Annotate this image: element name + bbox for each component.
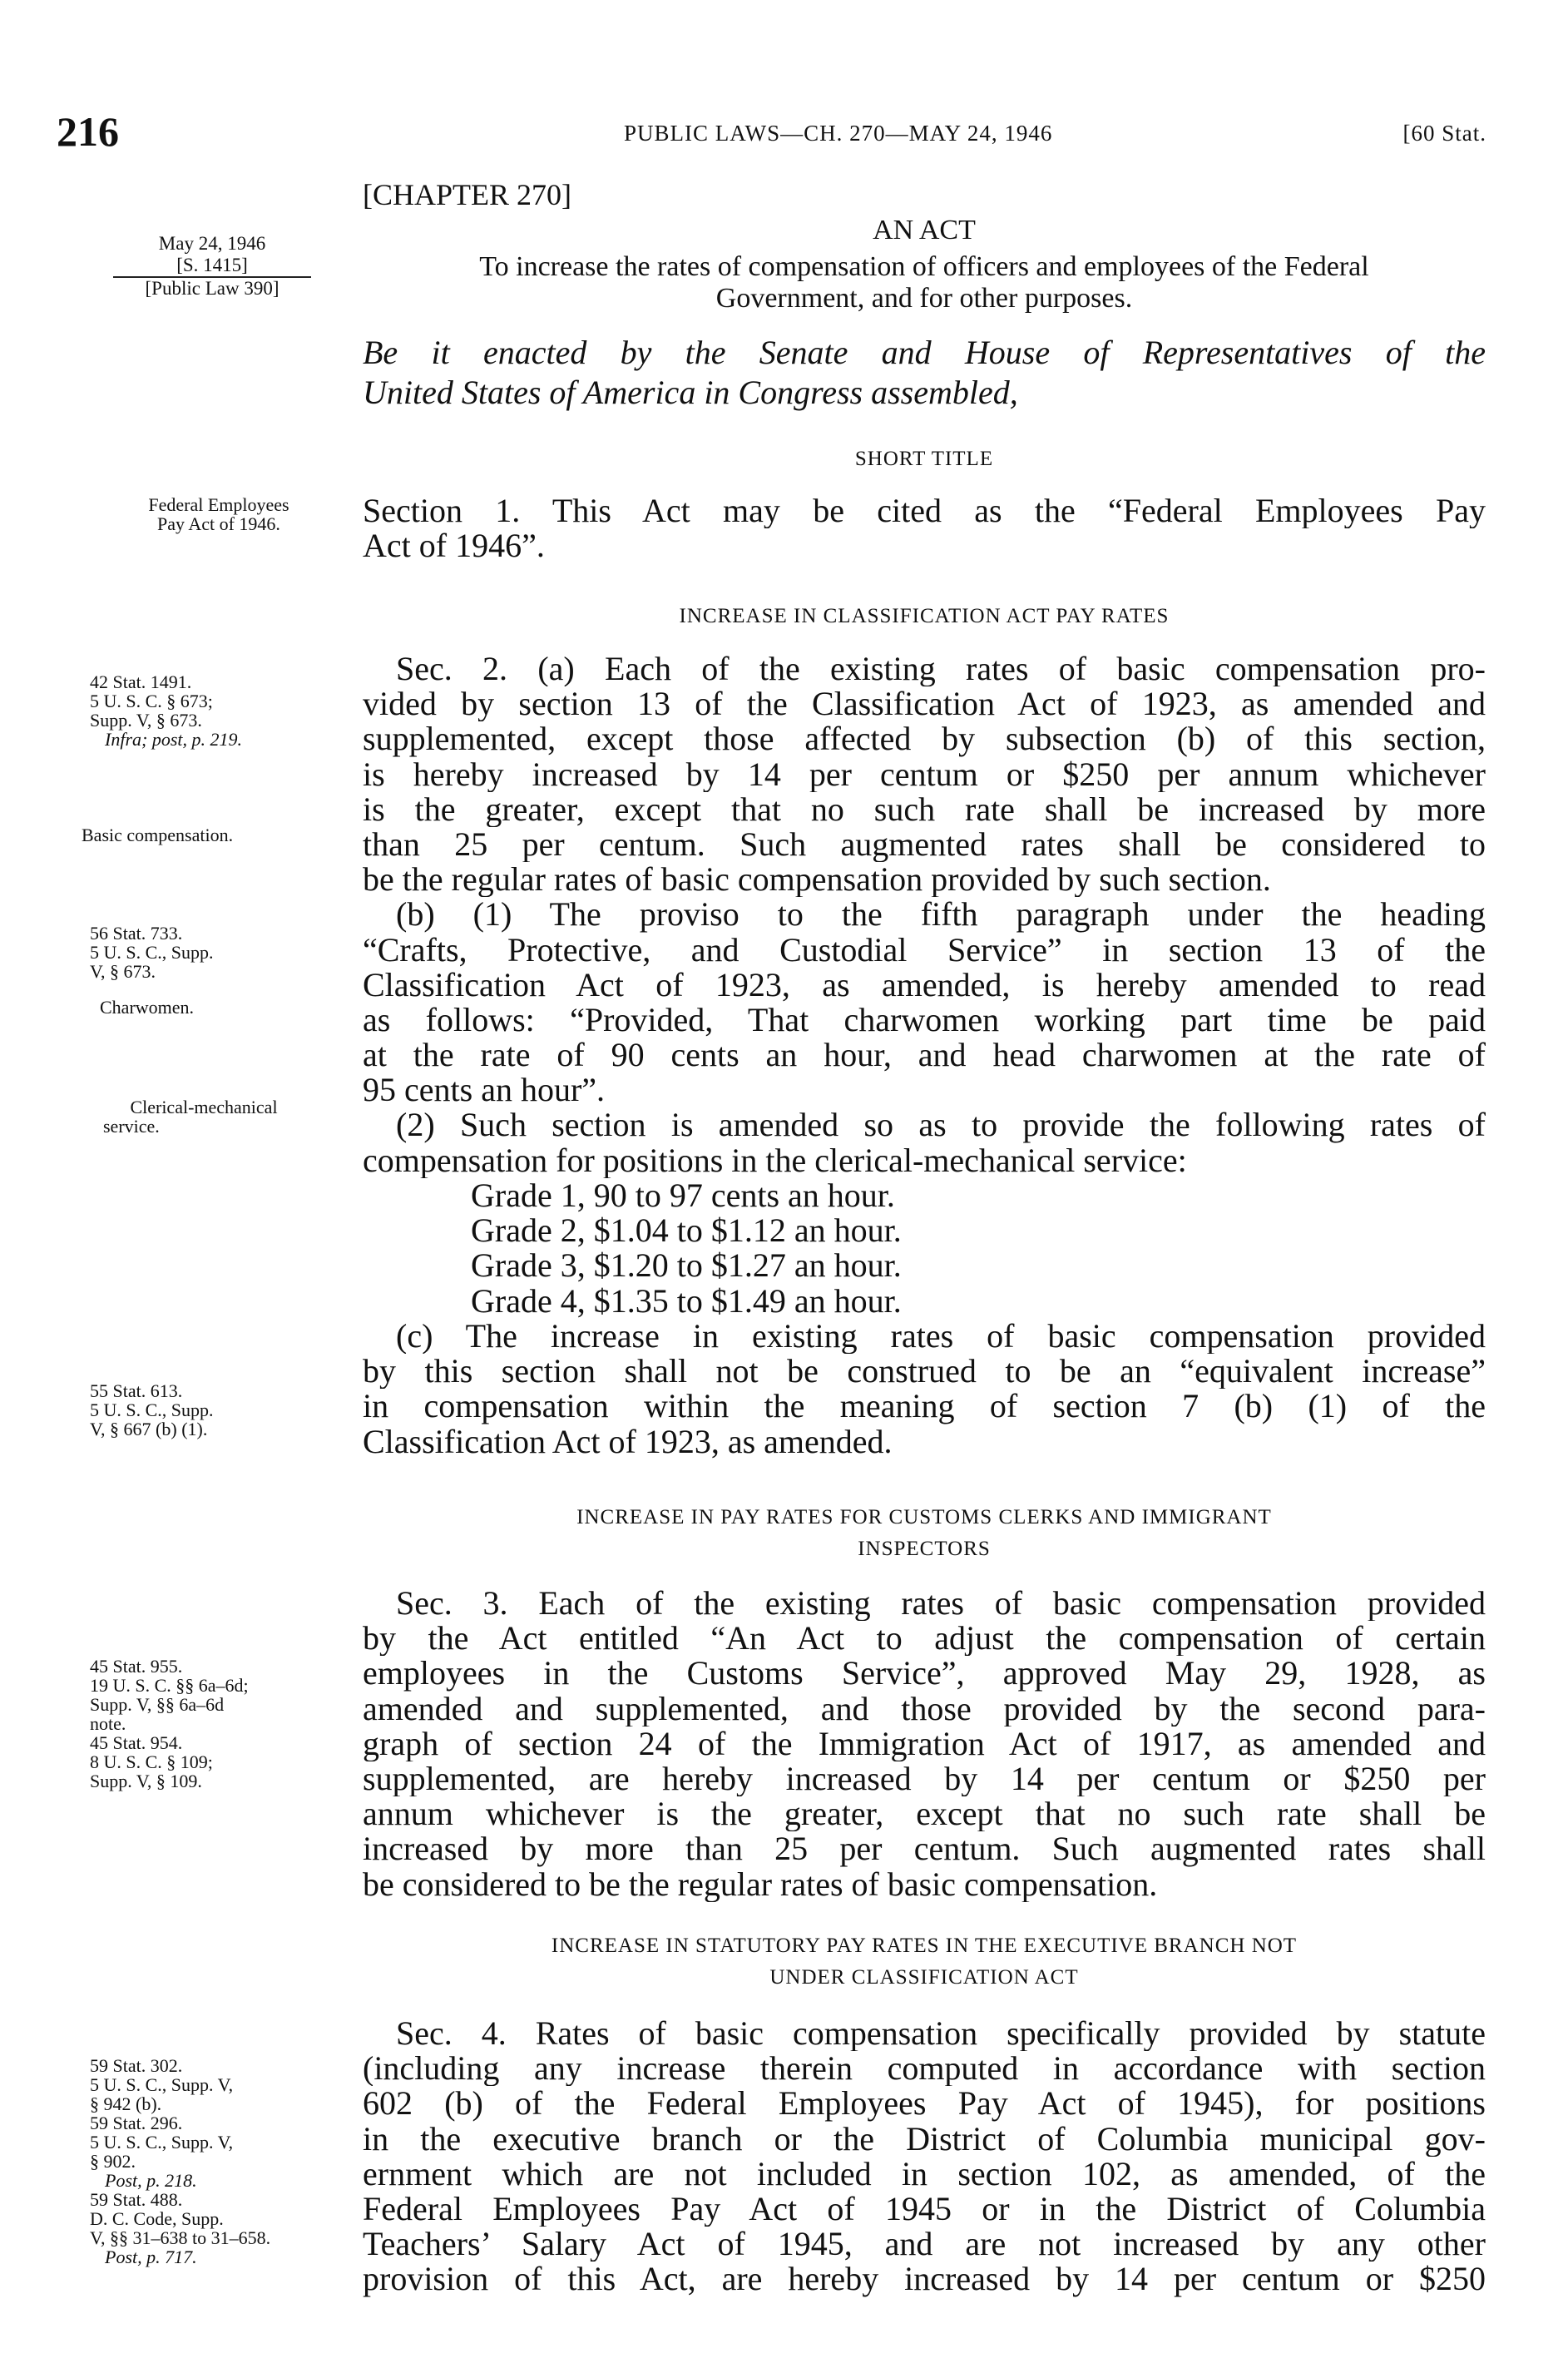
text-line: Classification Act of 1923, as amended. (363, 1424, 893, 1459)
margin-note-line: Pay Act of 1946. (157, 513, 280, 534)
section-heading-short-title: SHORT TITLE (854, 448, 994, 470)
margin-note-line: § 942 (b). (90, 2093, 162, 2114)
text-line: amended and supplemented, and those provided by the second para- (363, 1691, 1486, 1726)
purpose-line: To increase the rates of compensation of officers and employees of the Federal (479, 251, 1369, 282)
grade-item: Grade 2, $1.04 to $1.12 an hour. (471, 1211, 902, 1250)
text-line: compensation for positions in the clerical-mechanical service: (363, 1142, 1187, 1178)
margin-note-line: 5 U. S. C. § 673; (90, 691, 213, 711)
section-2c-text (363, 1319, 1486, 1459)
margin-note-line: 5 U. S. C., Supp. V, (90, 2132, 234, 2153)
text-line: Sec. 2. (a) Each of the existing rates of basic compensation pro- (396, 651, 1486, 687)
text-line: be considered to be the regular rates of basic compensation. (363, 1866, 1158, 1902)
text-line: ernment which are not included in section 102, as amended, of the (363, 2156, 1486, 2192)
enacting-line: Be it enacted by the Senate and House of Representatives of the (363, 334, 1486, 371)
margin-note-line: 59 Stat. 302. (90, 2055, 183, 2076)
margin-note-line: 5 U. S. C., Supp. V, (90, 2074, 234, 2095)
margin-note-line: 59 Stat. 296. (90, 2113, 183, 2133)
page-header (0, 107, 1568, 156)
text-line: employees in the Customs Service”, approved May 29, 1928, as (363, 1656, 1486, 1692)
text-line: vided by section 13 of the Classification Act of 1923, as amended and (363, 686, 1486, 722)
margin-note-line: Clerical-mechanical (130, 1097, 278, 1117)
margin-note-line: 59 Stat. 488. (90, 2189, 183, 2210)
text-line: is the greater, except that no such rate shall be increased by more (363, 791, 1486, 827)
margin-note-line: V, § 673. (90, 961, 156, 982)
section-3-text (363, 1586, 1486, 1902)
section-heading-sec-3 (363, 1502, 1486, 1565)
margin-note-line: D. C. Code, Supp. (90, 2208, 224, 2229)
public-law-number: [Public Law 390] (145, 278, 279, 299)
margin-note-line: Post, p. 717. (105, 2247, 197, 2267)
margin-note-basic-compensation: Basic compensation. (82, 825, 234, 845)
text-line: 95 cents an hour”. (363, 1073, 606, 1108)
section-2-text (363, 651, 1486, 1178)
text-line: graph of section 24 of the Immigration Act of 1917, as amended and (363, 1726, 1486, 1761)
text-line: in the executive branch or the District of Columbia municipal gov- (363, 2121, 1486, 2157)
text-line: (c) The increase in existing rates of basic compensation provided (396, 1319, 1486, 1355)
text-line: by this section shall not be construed to be an “equivalent increase” (363, 1354, 1486, 1390)
margin-note-line: Federal Employees (148, 494, 289, 515)
heading-line: INSPECTORS (858, 1538, 991, 1560)
bill-number: [S. 1415] (176, 255, 248, 275)
heading-line: INCREASE IN STATUTORY PAY RATES IN THE EXECUTIVE BRANCH NOT (551, 1935, 1298, 1957)
text-line: Section 1. This Act may be cited as the “Federal Employees Pay (363, 493, 1486, 529)
margin-note-sec-2-refs (90, 672, 364, 749)
margin-note-line: 45 Stat. 954. (90, 1732, 183, 1753)
text-line: Sec. 4. Rates of basic compensation specifically provided by statute (396, 2016, 1486, 2052)
margin-note-line: 45 Stat. 955. (90, 1656, 183, 1677)
text-line: (2) Such section is amended so as to provide the following rates of (396, 1107, 1486, 1143)
margin-note-line: Supp. V, § 109. (90, 1771, 202, 1791)
text-line: Teachers’ Salary Act of 1945, and are not increased by any other (363, 2227, 1486, 2262)
purpose-line: Government, and for other purposes. (715, 283, 1133, 314)
margin-note-sec-3-refs (90, 1657, 364, 1791)
margin-note-line: 19 U. S. C. §§ 6a–6d; (90, 1675, 249, 1696)
margin-note-line: 55 Stat. 613. (90, 1380, 183, 1401)
bill-date: May 24, 1946 (158, 233, 266, 254)
margin-note-clerical-mechanical (67, 1097, 341, 1136)
margin-note-line: Post, p. 218. (105, 2170, 197, 2191)
text-line: as follows: “Provided, That charwomen working part time be paid (363, 1002, 1486, 1038)
text-line: by the Act entitled “An Act to adjust the compensation of certain (363, 1621, 1486, 1657)
text-line: (b) (1) The proviso to the fifth paragraph under the heading (396, 897, 1486, 933)
text-line: increased by more than 25 per centum. Such augmented rates shall (363, 1831, 1486, 1867)
text-line: Federal Employees Pay Act of 1945 or in the District of Columbia (363, 2191, 1486, 2227)
grade-item: Grade 3, $1.20 to $1.27 an hour. (471, 1246, 902, 1285)
margin-note-line: Infra; post, p. 219. (105, 729, 242, 750)
enacting-line: United States of America in Congress assembled, (363, 374, 1018, 411)
margin-note-line: service. (103, 1116, 160, 1137)
margin-note-sec-2c-refs (90, 1381, 364, 1439)
act-purpose (363, 251, 1486, 315)
act-label: AN ACT (873, 215, 976, 245)
bill-tail (108, 233, 316, 300)
chapter-number: [CHAPTER 270] (363, 178, 571, 211)
text-line: 602 (b) of the Federal Employees Pay Act of 1945), for positions (363, 2086, 1486, 2122)
section-4-text (363, 2016, 1486, 2297)
margin-note-line: V, § 667 (b) (1). (90, 1419, 208, 1439)
grade-item: Grade 1, 90 to 97 cents an hour. (471, 1177, 895, 1214)
text-line: supplemented, except those affected by subsection (b) of this section, (363, 721, 1486, 757)
running-head: PUBLIC LAWS—CH. 270—MAY 24, 1946 (624, 121, 1053, 146)
heading-line: UNDER CLASSIFICATION ACT (769, 1966, 1079, 1989)
margin-note-line: note. (90, 1713, 126, 1734)
text-line: is hereby increased by 14 per centum or $250 per annum whichever (363, 756, 1486, 792)
text-line: annum whichever is the greater, except that no such rate shall be (363, 1796, 1486, 1832)
margin-note-sec-2b-refs (90, 924, 364, 981)
text-line: at the rate of 90 cents an hour, and head charwomen at the rate of (363, 1038, 1486, 1073)
statute-reference: [60 Stat. (1402, 121, 1486, 146)
section-heading-sec-2: INCREASE IN CLASSIFICATION ACT PAY RATES (679, 605, 1170, 627)
section-1-text (363, 493, 1486, 563)
text-line: Act of 1946”. (363, 528, 545, 564)
text-line: supplemented, are hereby increased by 14 per centum or $250 per (363, 1761, 1486, 1797)
text-line: in compensation within the meaning of section 7 (b) (1) of the (363, 1389, 1486, 1424)
margin-note-short-title (82, 495, 356, 533)
text-line: than 25 per centum. Such augmented rates shall be considered to (363, 826, 1486, 863)
margin-note-line: Supp. V, §§ 6a–6d (90, 1694, 225, 1715)
text-line: “Crafts, Protective, and Custodial Service” in section 13 of the (363, 932, 1486, 968)
text-line: provision of this Act, are hereby increased by 14 per centum or $250 (363, 2262, 1486, 2297)
margin-note-line: V, §§ 31–638 to 31–658. (90, 2227, 271, 2248)
enacting-clause (363, 333, 1486, 413)
margin-note-sec-4-refs (90, 2056, 364, 2266)
margin-note-charwomen: Charwomen. (100, 997, 195, 1018)
section-heading-sec-4 (363, 1930, 1486, 1994)
margin-note-line: 42 Stat. 1491. (90, 671, 192, 692)
grade-list (471, 1178, 902, 1319)
text-line: Sec. 3. Each of the existing rates of basic compensation provided (396, 1586, 1486, 1622)
text-line: Classification Act of 1923, as amended, is hereby amended to read (363, 967, 1486, 1003)
margin-note-line: Supp. V, § 673. (90, 710, 202, 731)
text-line: (including any increase therein computed in accordance with section (363, 2051, 1486, 2087)
heading-line: INCREASE IN PAY RATES FOR CUSTOMS CLERKS AND IMMIGRANT (576, 1506, 1272, 1528)
margin-note-line: 8 U. S. C. § 109; (90, 1751, 213, 1772)
margin-note-line: 5 U. S. C., Supp. (90, 1400, 214, 1420)
grade-item: Grade 4, $1.35 to $1.49 an hour. (471, 1281, 902, 1320)
margin-note-line: § 902. (90, 2151, 136, 2172)
page-number: 216 (57, 108, 119, 155)
margin-note-line: 5 U. S. C., Supp. (90, 942, 214, 963)
margin-note-line: 56 Stat. 733. (90, 923, 183, 944)
text-line: be the regular rates of basic compensation provided by such section. (363, 862, 1271, 898)
